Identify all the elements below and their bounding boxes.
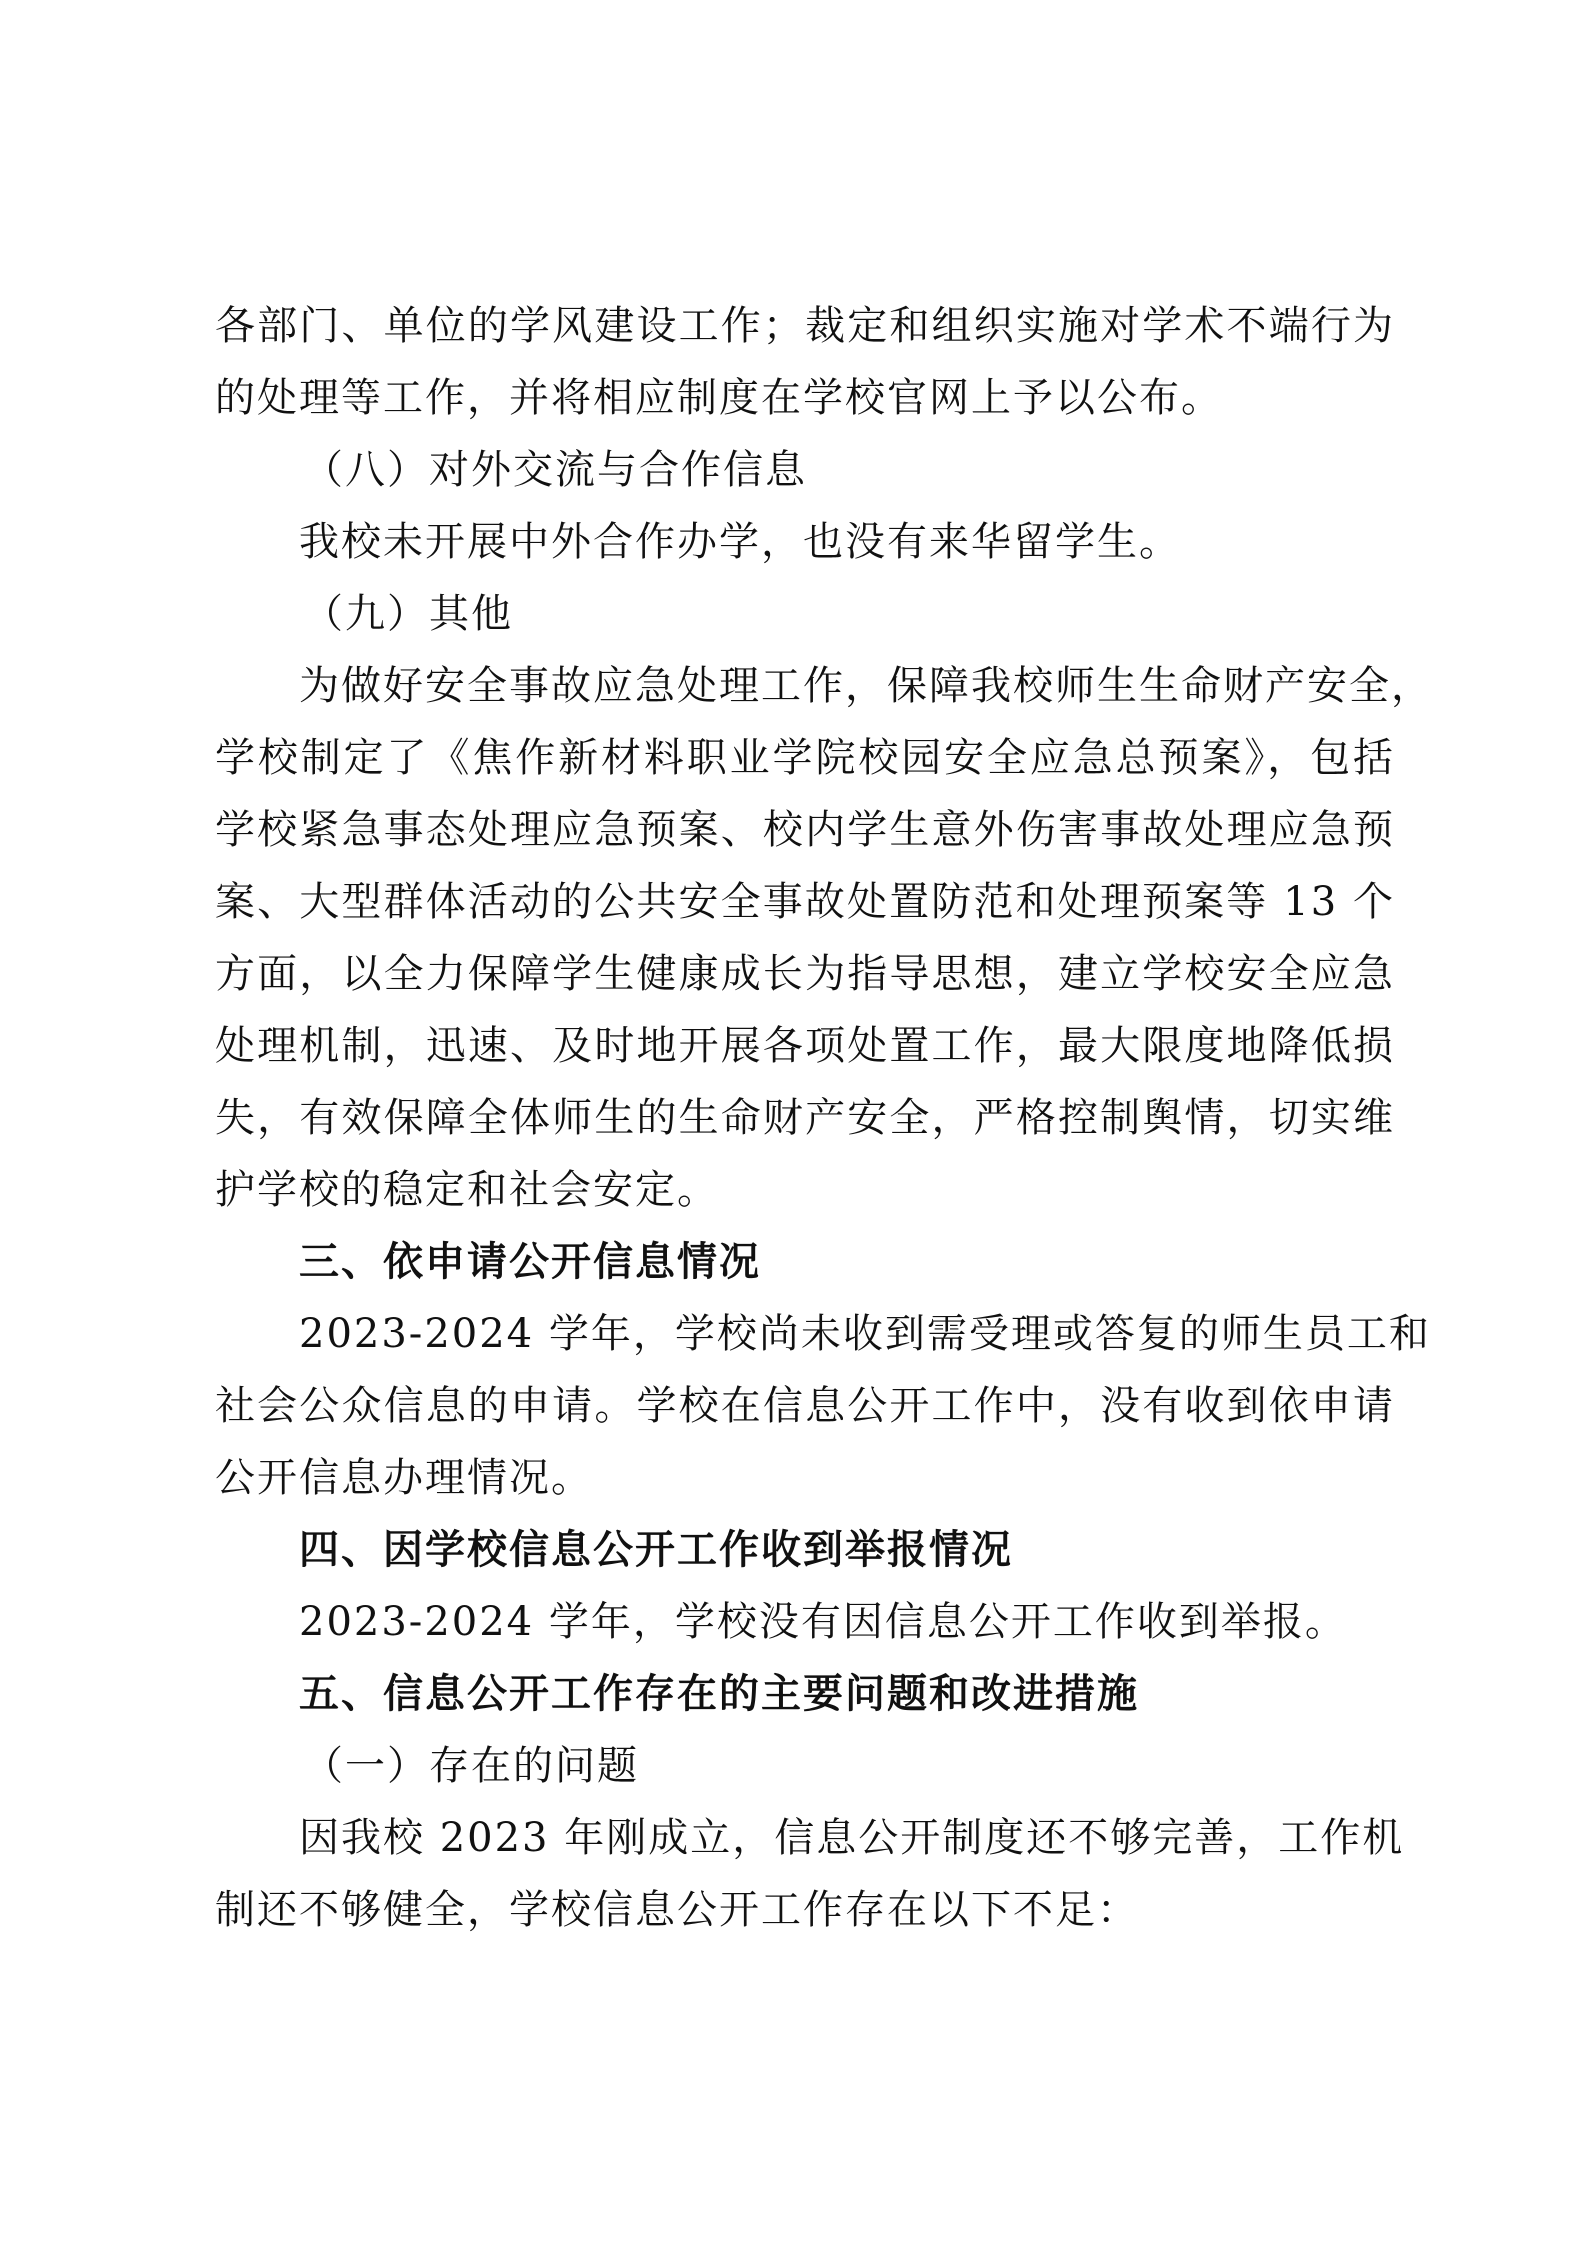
document-body bbox=[215, 290, 1433, 1946]
paragraph-line: 制还不够健全，学校信息公开工作存在以下不足： bbox=[215, 1887, 1139, 1933]
paragraph-line: 护学校的稳定和社会安定。 bbox=[215, 1167, 719, 1213]
section-subheading: （九）其他 bbox=[303, 591, 513, 637]
paragraph-line: 处理机制，迅速、及时地开展各项处置工作，最大限度地降低损 bbox=[215, 1023, 1395, 1069]
paragraph-line: 学校制定了《焦作新材料职业学院校园安全应急总预案》，包括 bbox=[215, 735, 1395, 781]
paragraph-line: 我校未开展中外合作办学，也没有来华留学生。 bbox=[299, 519, 1181, 565]
paragraph-line: 方面，以全力保障学生健康成长为指导思想，建立学校安全应急 bbox=[215, 951, 1395, 997]
paragraph-line: 失，有效保障全体师生的生命财产安全，严格控制舆情，切实维 bbox=[215, 1095, 1395, 1141]
section-heading: 三、依申请公开信息情况 bbox=[299, 1239, 761, 1285]
paragraph-line: 2023-2024 学年，学校没有因信息公开工作收到举报。 bbox=[299, 1599, 1347, 1645]
paragraph-line: 社会公众信息的申请。学校在信息公开工作中，没有收到依申请 bbox=[215, 1383, 1395, 1429]
paragraph-line: 因我校 2023 年刚成立，信息公开制度还不够完善，工作机 bbox=[299, 1815, 1405, 1861]
paragraph-line: 各部门、单位的学风建设工作；裁定和组织实施对学术不端行为 bbox=[215, 303, 1395, 349]
section-subheading: （八）对外交流与合作信息 bbox=[303, 447, 807, 493]
paragraph-line: 学校紧急事态处理应急预案、校内学生意外伤害事故处理应急预 bbox=[215, 807, 1395, 853]
paragraph-line: 2023-2024 学年，学校尚未收到需受理或答复的师生员工和 bbox=[299, 1311, 1431, 1357]
section-subheading: （一）存在的问题 bbox=[303, 1743, 639, 1789]
paragraph-line: 案、大型群体活动的公共安全事故处置防范和处理预案等 13 个 bbox=[215, 879, 1395, 925]
paragraph-line: 公开信息办理情况。 bbox=[215, 1455, 593, 1501]
section-heading: 五、信息公开工作存在的主要问题和改进措施 bbox=[299, 1671, 1139, 1717]
paragraph-line: 的处理等工作，并将相应制度在学校官网上予以公布。 bbox=[215, 375, 1223, 421]
section-heading: 四、因学校信息公开工作收到举报情况 bbox=[299, 1527, 1013, 1573]
paragraph-line: 为做好安全事故应急处理工作，保障我校师生生命财产安全， bbox=[299, 663, 1433, 709]
